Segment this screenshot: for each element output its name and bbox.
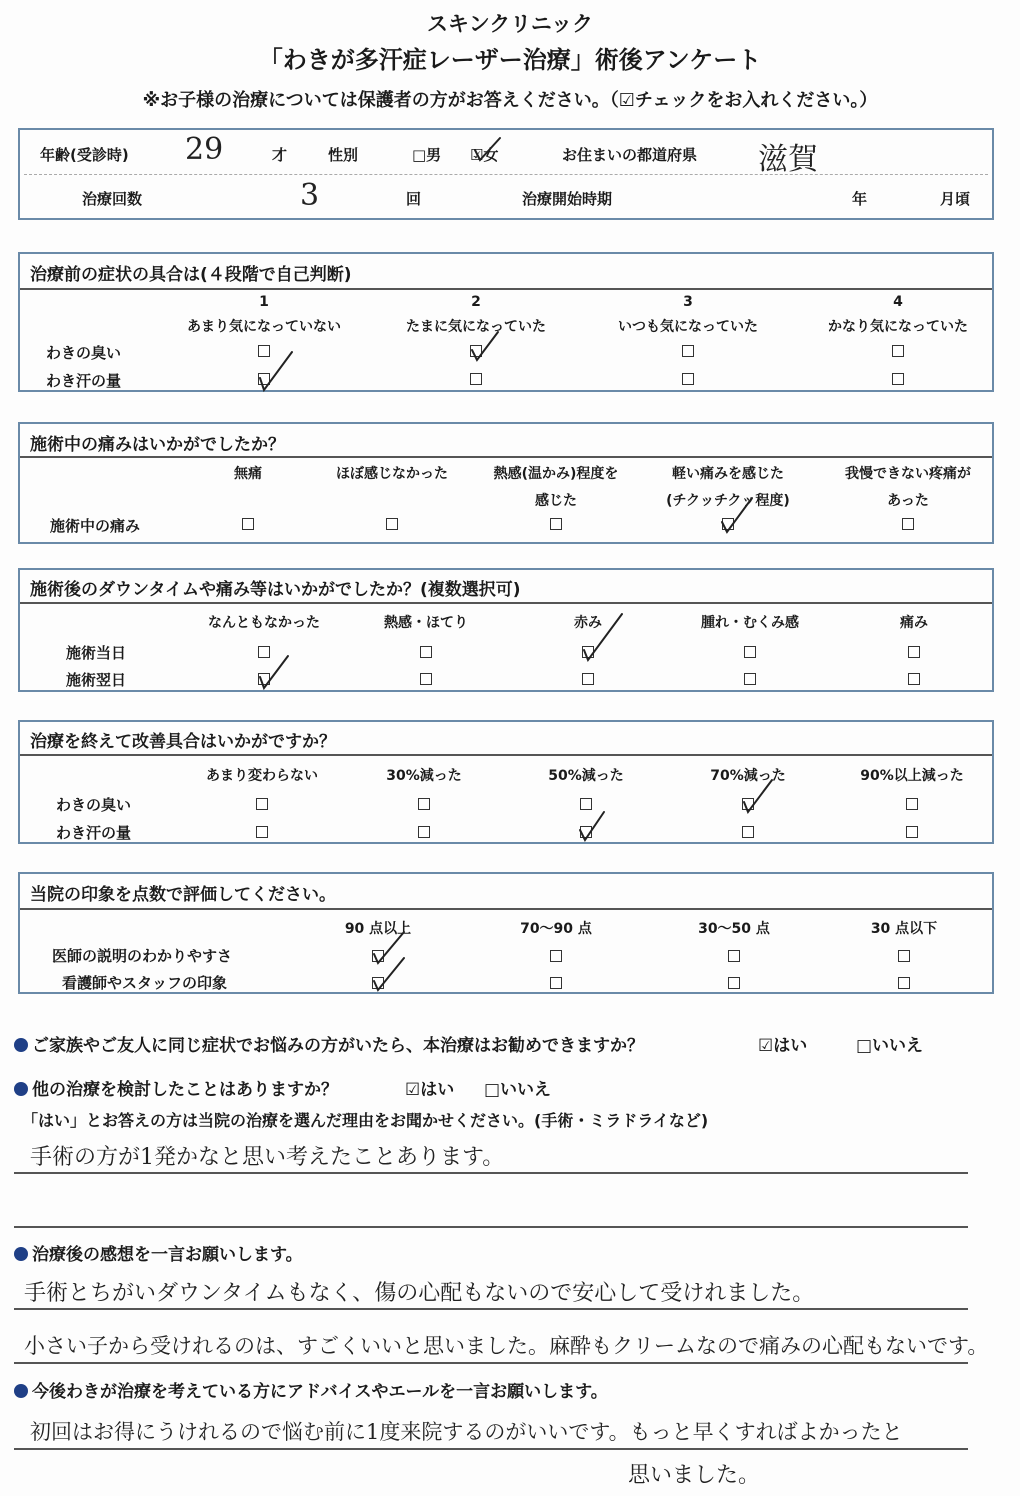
- q9-answer-rule-1: [14, 1448, 968, 1450]
- q2-col-5-line1: 我慢できない疼痛が: [845, 466, 971, 482]
- q3-nextday-checkbox-1[interactable]: [258, 673, 270, 685]
- bullet-icon: [14, 1247, 28, 1261]
- q5-col-4: 30 点以下: [870, 921, 938, 937]
- profile-divider: [24, 174, 988, 175]
- q1-sweat-checkbox-4[interactable]: [892, 373, 904, 385]
- q4-sweat-checkbox-1[interactable]: [256, 826, 268, 838]
- q9-answer-line1[interactable]: 初回はお得にうけれるので悩む前に1度来院するのがいいです。もっと早くすればよかったと: [30, 1420, 903, 1444]
- q1-row-odor: わきの臭い: [46, 344, 122, 362]
- q7-no-option[interactable]: □いいえ: [484, 1080, 552, 1100]
- q1-num-1: 1: [259, 294, 269, 310]
- q1-col-4: かなり気になっていた: [828, 319, 968, 335]
- q4-odor-checkbox-4[interactable]: [742, 798, 754, 810]
- q5-staff-checkbox-3[interactable]: [728, 977, 740, 989]
- q8-text: 治療後の感想を一言お願いします。: [32, 1245, 303, 1265]
- q5-staff-checkbox-4[interactable]: [898, 977, 910, 989]
- q3-sameday-checkbox-3[interactable]: [582, 646, 594, 658]
- q4-odor-checkbox-1[interactable]: [256, 798, 268, 810]
- q3-col-2: 熱感・ほてり: [384, 615, 468, 631]
- q1-col-2: たまに気になっていた: [406, 319, 546, 335]
- q5-row-doctor: 医師の説明のわかりやすさ: [52, 947, 233, 965]
- q7-followup: 「はい」とお答えの方は当院の治療を選んだ理由をお聞かせください。(手術・ミラドライなど): [22, 1111, 709, 1130]
- q4-odor-checkbox-5[interactable]: [906, 798, 918, 810]
- treatment-start-label: 治療開始時期: [522, 190, 613, 208]
- q2-divider: [20, 456, 992, 458]
- sex-female-option[interactable]: ☑女: [470, 146, 499, 164]
- q3-col-5: 痛み: [900, 615, 928, 631]
- q1-divider: [20, 288, 992, 290]
- q2-col-2: ほぼ感じなかった: [336, 466, 448, 482]
- q7-text: 他の治療を検討したことはありますか？: [32, 1080, 338, 1100]
- q1-num-4: 4: [893, 294, 903, 310]
- q4-col-2: 30%減った: [386, 768, 462, 784]
- q2-col-4-line2: (チクッチクッ程度): [666, 493, 790, 509]
- q3-col-4: 腫れ・むくみ感: [701, 615, 799, 631]
- q4-col-5: 90%以上減った: [860, 768, 964, 784]
- treatment-count-unit: 回: [406, 190, 422, 208]
- q5-doctor-checkbox-2[interactable]: [550, 950, 562, 962]
- q8-answer-rule-2: [14, 1362, 968, 1364]
- q7-yes-option[interactable]: ☑はい: [405, 1080, 455, 1100]
- q3-nextday-checkbox-5[interactable]: [908, 673, 920, 685]
- q2-col-3-line2: 感じた: [535, 493, 577, 509]
- q4-col-3: 50%減った: [548, 768, 624, 784]
- q1-odor-checkbox-4[interactable]: [892, 345, 904, 357]
- q1-num-2: 2: [471, 294, 481, 310]
- q2-title: 施術中の痛みはいかがでしたか？: [30, 435, 285, 455]
- q1-row-sweat: わき汗の量: [46, 372, 122, 390]
- q1-odor-checkbox-1[interactable]: [258, 345, 270, 357]
- q4-row-odor: わきの臭い: [56, 796, 132, 814]
- q7-question: [14, 1075, 338, 1100]
- bullet-icon: [14, 1038, 28, 1052]
- q2-checkbox-4[interactable]: [722, 518, 734, 530]
- q5-row-staff: 看護師やスタッフの印象: [62, 974, 228, 992]
- q7-answer-line-1: [14, 1172, 968, 1174]
- age-label: 年齢(受診時): [40, 146, 129, 164]
- q3-row-nextday: 施術翌日: [66, 671, 127, 689]
- q9-question: [14, 1377, 608, 1402]
- q4-odor-checkbox-3[interactable]: [580, 798, 592, 810]
- clinic-name: スキンクリニック: [426, 12, 594, 36]
- instruction-note: ※お子様の治療については保護者の方がお答えください。（☑チェックをお入れください。）: [142, 90, 878, 111]
- q3-nextday-checkbox-3[interactable]: [582, 673, 594, 685]
- q4-row-sweat: わき汗の量: [56, 824, 132, 842]
- treatment-count-label: 治療回数: [82, 190, 143, 208]
- q2-checkbox-1[interactable]: [242, 518, 254, 530]
- q3-sameday-checkbox-5[interactable]: [908, 646, 920, 658]
- q5-doctor-checkbox-4[interactable]: [898, 950, 910, 962]
- q3-divider: [20, 602, 992, 604]
- q4-col-4: 70%減った: [710, 768, 786, 784]
- q3-nextday-checkbox-2[interactable]: [420, 673, 432, 685]
- q5-staff-checkbox-1[interactable]: [372, 977, 384, 989]
- sex-male-option[interactable]: □男: [412, 146, 442, 164]
- q3-title: 施術後のダウンタイムや痛み等はいかがでしたか？(複数選択可): [30, 580, 521, 600]
- sex-label: 性別: [328, 146, 359, 164]
- q4-sweat-checkbox-2[interactable]: [418, 826, 430, 838]
- q3-col-1: なんともなかった: [208, 615, 320, 631]
- treatment-count-value[interactable]: 3: [300, 178, 320, 213]
- q1-odor-checkbox-3[interactable]: [682, 345, 694, 357]
- q6-no-option[interactable]: □いいえ: [856, 1036, 924, 1056]
- q3-col-3: 赤み: [574, 615, 602, 631]
- month-unit: 月頃: [940, 190, 971, 208]
- q4-divider: [20, 754, 992, 756]
- q5-staff-checkbox-2[interactable]: [550, 977, 562, 989]
- q4-sweat-checkbox-4[interactable]: [742, 826, 754, 838]
- q5-doctor-checkbox-1[interactable]: [372, 950, 384, 962]
- q1-sweat-checkbox-2[interactable]: [470, 373, 482, 385]
- q4-odor-checkbox-2[interactable]: [418, 798, 430, 810]
- q9-text: 今後わきが治療を考えている方にアドバイスやエールを一言お願いします。: [32, 1382, 608, 1402]
- q8-answer-rule-1: [14, 1308, 968, 1310]
- year-unit: 年: [852, 190, 868, 208]
- q4-sweat-checkbox-5[interactable]: [906, 826, 918, 838]
- q6-yes-option[interactable]: ☑はい: [758, 1036, 808, 1056]
- q8-question: [14, 1240, 303, 1265]
- q8-answer-line2[interactable]: 小さい子から受けれるのは、すごくいいと思いました。麻酔もクリームなので痛みの心配もないです。: [24, 1334, 989, 1358]
- q1-sweat-checkbox-1[interactable]: [258, 373, 270, 385]
- q3-sameday-checkbox-2[interactable]: [420, 646, 432, 658]
- prefecture-value[interactable]: 滋賀: [758, 142, 818, 177]
- q2-col-3-line1: 熱感(温かみ)程度を: [493, 466, 619, 482]
- q1-odor-checkbox-2[interactable]: [470, 345, 482, 357]
- q5-col-3: 30～50 点: [698, 921, 770, 937]
- q5-col-1: 90 点以上: [344, 921, 412, 937]
- q6-text: ご家族やご友人に同じ症状でお悩みの方がいたら、本治療はお勧めできますか？: [32, 1036, 644, 1056]
- q5-title: 当院の印象を点数で評価してください。: [30, 885, 336, 905]
- q9-answer-line2[interactable]: 思いました。: [628, 1463, 761, 1488]
- q5-col-2: 70～90 点: [520, 921, 592, 937]
- bullet-icon: [14, 1082, 28, 1096]
- q2-col-5-line2: あった: [887, 493, 929, 509]
- q7-answer-line-2: [14, 1226, 968, 1228]
- q2-checkbox-3[interactable]: [550, 518, 562, 530]
- q2-col-4-line1: 軽い痛みを感じた: [672, 466, 784, 482]
- q5-divider: [20, 908, 992, 910]
- q2-col-1: 無痛: [234, 466, 262, 482]
- q6-question: [14, 1031, 644, 1056]
- q1-col-3: いつも気になっていた: [618, 319, 758, 335]
- q8-answer-line1[interactable]: 手術とちがいダウンタイムもなく、傷の心配もないので安心して受けれました。: [24, 1281, 815, 1306]
- q3-sameday-checkbox-1[interactable]: [258, 646, 270, 658]
- q4-sweat-checkbox-3[interactable]: [580, 826, 592, 838]
- q1-col-1: あまり気になっていない: [187, 319, 341, 335]
- q1-num-3: 3: [683, 294, 693, 310]
- q3-nextday-checkbox-4[interactable]: [744, 673, 756, 685]
- bullet-icon: [14, 1384, 28, 1398]
- age-value[interactable]: 29: [185, 132, 224, 167]
- age-unit: 才: [272, 146, 288, 164]
- q2-checkbox-5[interactable]: [902, 518, 914, 530]
- q3-row-sameday: 施術当日: [66, 644, 127, 662]
- q2-row-pain: 施術中の痛み: [50, 517, 141, 535]
- q4-col-1: あまり変わらない: [206, 768, 318, 784]
- q7-answer[interactable]: 手術の方が1発かなと思い考えたことあります。: [30, 1145, 505, 1170]
- prefecture-label: お住まいの都道府県: [562, 146, 698, 164]
- q5-doctor-checkbox-3[interactable]: [728, 950, 740, 962]
- q4-title: 治療を終えて改善具合はいかがですか？: [30, 732, 336, 752]
- q2-checkbox-2[interactable]: [386, 518, 398, 530]
- q3-sameday-checkbox-4[interactable]: [744, 646, 756, 658]
- q1-sweat-checkbox-3[interactable]: [682, 373, 694, 385]
- survey-title: 「わきが多汗症レーザー治療」術後アンケート: [258, 46, 762, 74]
- q1-title: 治療前の症状の具合は(４段階で自己判断): [30, 265, 352, 285]
